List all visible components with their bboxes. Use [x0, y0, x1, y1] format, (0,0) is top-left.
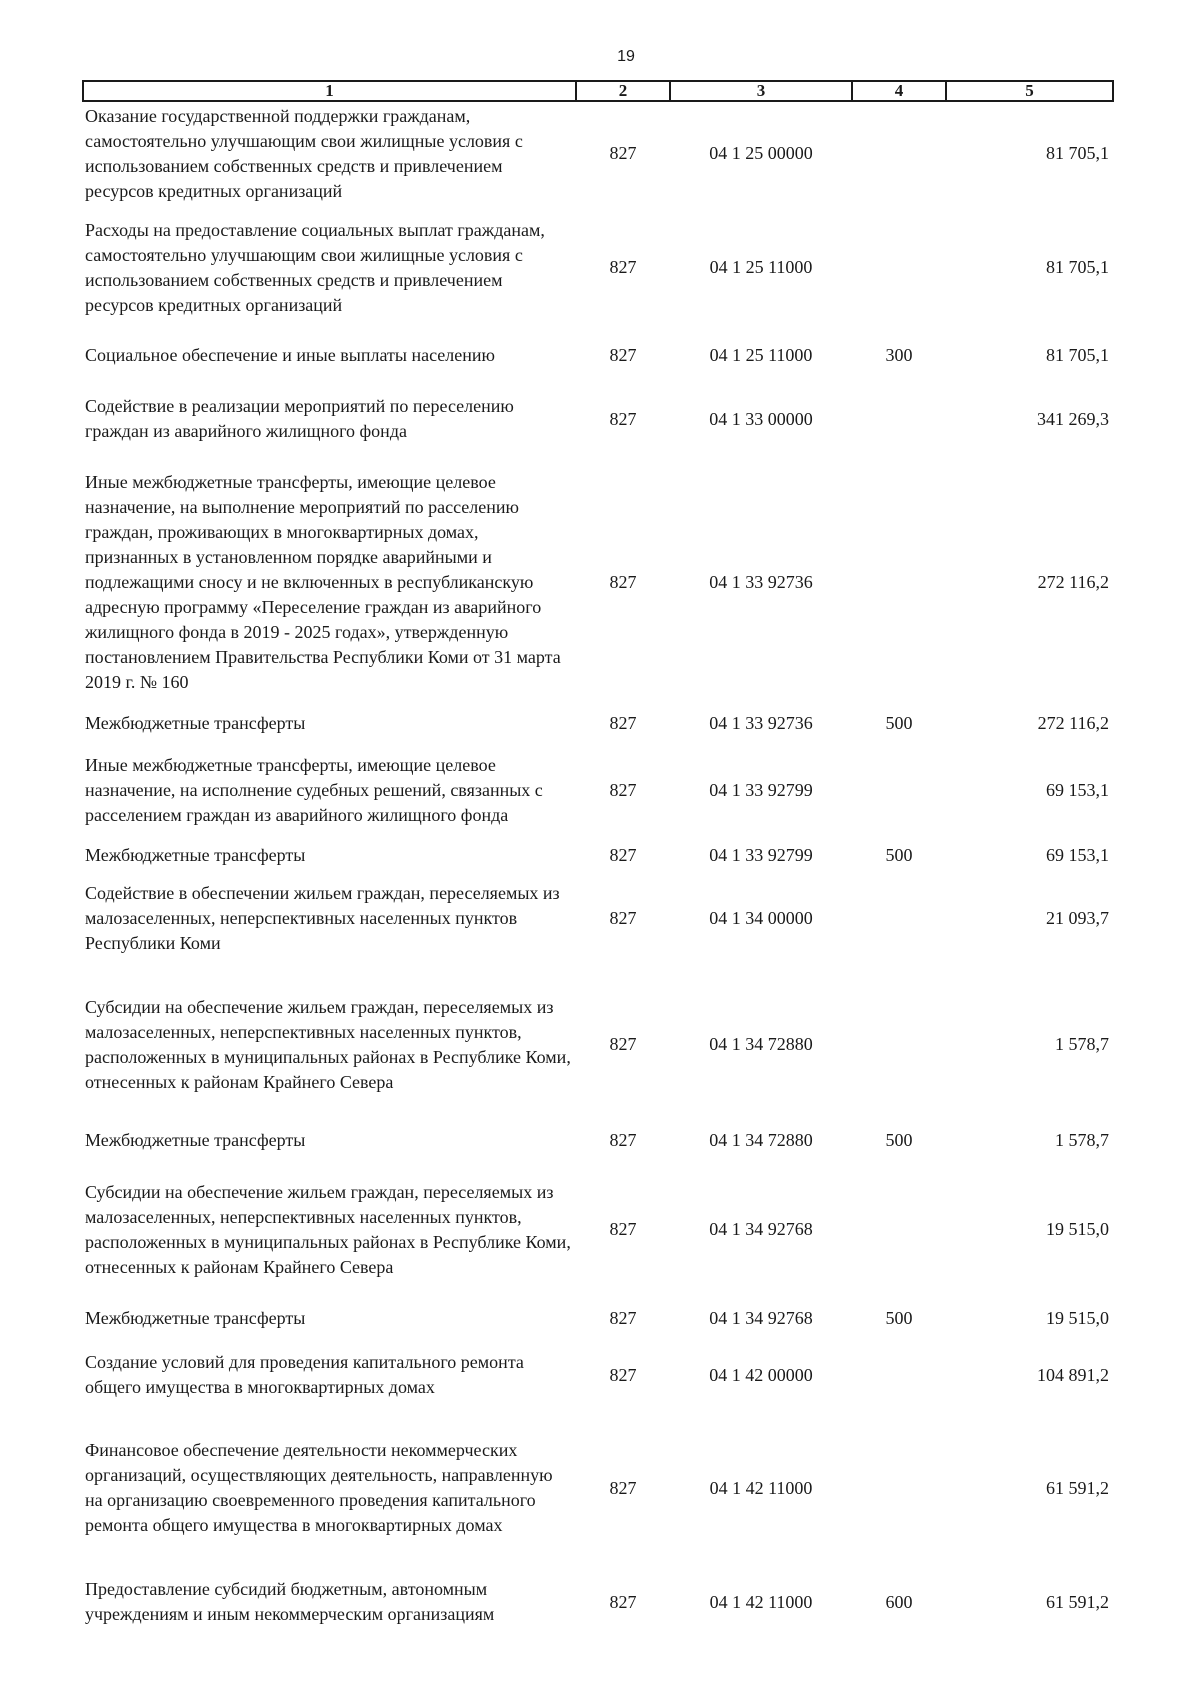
row-type — [852, 967, 946, 1122]
row-ministry: 827 — [609, 780, 637, 800]
row-code: 04 1 25 11000 — [709, 257, 813, 277]
table-row — [83, 869, 1113, 967]
row-type: 500 — [885, 1130, 913, 1150]
row-code: 04 1 25 00000 — [709, 143, 813, 163]
row-name: Межбюджетные трансферты — [85, 1308, 306, 1328]
row-name: Субсидии на обеспечение жильем граждан, переселяемых из малозаселенных, неперспективных населенных пунктов, расположенных в муниципальных районах в Республике Коми, отнесенных к районам Крайнего Севера — [85, 1181, 571, 1277]
row-type — [852, 740, 946, 841]
row-amount: 81 705,1 — [1046, 344, 1109, 365]
row-amount: 69 153,1 — [1046, 844, 1109, 865]
table-row — [83, 841, 1113, 869]
row-type — [852, 869, 946, 967]
row-name: Межбюджетные трансферты — [85, 844, 306, 865]
table-row — [83, 1300, 1113, 1337]
row-code: 04 1 33 92799 — [709, 780, 813, 800]
row-amount: 272 116,2 — [1037, 571, 1109, 592]
row-ministry: 827 — [609, 1130, 637, 1150]
row-name: Межбюджетные трансферты — [85, 712, 306, 733]
header-col-2: 2 — [576, 81, 670, 101]
table-row — [83, 967, 1113, 1122]
table-row — [83, 706, 1113, 740]
row-ministry: 827 — [609, 1477, 637, 1498]
row-code: 04 1 34 72880 — [709, 1034, 813, 1054]
row-name: Иные межбюджетные трансферты, имеющие целевое назначение, на исполнение судебных решений, связанных с расселением граждан из аварийного жилищного фонда — [85, 755, 543, 825]
row-type — [852, 1413, 946, 1563]
row-type: 500 — [885, 1308, 913, 1328]
row-name: Создание условий для проведения капитального ремонта общего имущества в многоквартирных домах — [85, 1352, 524, 1397]
row-code: 04 1 34 92768 — [709, 1219, 813, 1239]
table-row — [83, 1337, 1113, 1413]
header-row — [83, 81, 1113, 101]
row-amount: 61 591,2 — [1046, 1477, 1109, 1498]
row-code: 04 1 42 00000 — [709, 1364, 813, 1385]
budget-table — [82, 80, 1114, 1641]
row-amount: 272 116,2 — [1037, 712, 1109, 733]
row-name: Субсидии на обеспечение жильем граждан, переселяемых из малозаселенных, неперспективных населенных пунктов, расположенных в муниципальных районах в Республике Коми, отнесенных к районам Крайнего Севера — [85, 996, 571, 1092]
row-ministry: 827 — [609, 844, 637, 865]
row-name: Оказание государственной поддержки гражданам, самостоятельно улучшающим свои жилищные условия с использованием собственных средств и привлечением ресурсов кредитных организаций — [85, 105, 523, 201]
row-ministry: 827 — [609, 257, 637, 277]
row-amount: 1 578,7 — [1055, 1130, 1109, 1150]
row-ministry: 827 — [609, 344, 637, 365]
table-row — [83, 101, 1113, 205]
row-code: 04 1 34 72880 — [709, 1130, 813, 1150]
row-code: 04 1 42 11000 — [709, 1591, 813, 1612]
table-row — [83, 458, 1113, 706]
table-row — [83, 1563, 1113, 1641]
row-type: 600 — [885, 1591, 913, 1612]
row-ministry: 827 — [609, 712, 637, 733]
row-type: 500 — [885, 712, 913, 733]
row-name: Содействие в обеспечении жильем граждан, переселяемых из малозаселенных, неперспективных населенных пунктов Республики Коми — [85, 882, 560, 953]
row-name: Межбюджетные трансферты — [85, 1130, 306, 1150]
row-name: Предоставление субсидий бюджетным, автономным учреждениям и иным некоммерческим организациям — [85, 1579, 495, 1624]
row-code: 04 1 33 92736 — [709, 712, 813, 733]
row-type: 500 — [885, 844, 913, 865]
row-code: 04 1 34 92768 — [709, 1308, 813, 1328]
row-ministry: 827 — [609, 907, 637, 928]
row-amount: 69 153,1 — [1046, 780, 1109, 800]
page-number: 19 — [617, 48, 635, 65]
row-amount: 81 705,1 — [1046, 143, 1109, 163]
row-type — [852, 458, 946, 706]
table-body — [83, 101, 1113, 1641]
row-amount: 21 093,7 — [1046, 907, 1109, 928]
header-col-5: 5 — [946, 81, 1113, 101]
table-header — [83, 81, 1113, 101]
row-code: 04 1 33 92736 — [709, 571, 813, 592]
table-row — [83, 205, 1113, 330]
row-amount: 61 591,2 — [1046, 1591, 1109, 1612]
row-type: 300 — [885, 344, 913, 365]
table-row — [83, 1159, 1113, 1300]
row-amount: 341 269,3 — [1037, 408, 1109, 429]
row-code: 04 1 25 11000 — [709, 344, 813, 365]
row-name: Социальное обеспечение и иные выплаты населению — [85, 344, 495, 365]
row-type — [852, 380, 946, 458]
row-amount: 104 891,2 — [1037, 1364, 1109, 1385]
row-ministry: 827 — [609, 1219, 637, 1239]
row-amount: 1 578,7 — [1055, 1034, 1109, 1054]
row-ministry: 827 — [609, 1364, 637, 1385]
table-row — [83, 1413, 1113, 1563]
row-ministry: 827 — [609, 1034, 637, 1054]
row-code: 04 1 33 92799 — [709, 844, 813, 865]
table-row — [83, 380, 1113, 458]
row-code: 04 1 34 00000 — [709, 907, 813, 928]
row-amount: 81 705,1 — [1046, 257, 1109, 277]
row-name: Расходы на предоставление социальных выплат гражданам, самостоятельно улучшающим свои жилищные условия с использованием собственных средств и привлечением ресурсов кредитных организаций — [85, 219, 545, 315]
row-type — [852, 1159, 946, 1300]
row-name: Финансовое обеспечение деятельности некоммерческих организаций, осуществляющих деятельность, направленную на организацию своевременного проведения капитального ремонта общего имущества в многоквартирных домах — [85, 1440, 553, 1535]
row-ministry: 827 — [609, 1308, 637, 1328]
row-code: 04 1 33 00000 — [709, 408, 813, 429]
table-row — [83, 330, 1113, 380]
row-ministry: 827 — [609, 1591, 637, 1612]
row-code: 04 1 42 11000 — [709, 1477, 813, 1498]
header-col-1: 1 — [83, 81, 576, 101]
table-row — [83, 1122, 1113, 1159]
row-type — [852, 1337, 946, 1413]
row-amount: 19 515,0 — [1046, 1219, 1109, 1239]
row-name: Содействие в реализации мероприятий по переселению граждан из аварийного жилищного фонда — [85, 396, 514, 441]
row-type — [852, 101, 946, 205]
row-ministry: 827 — [609, 571, 637, 592]
table-row — [83, 740, 1113, 841]
row-ministry: 827 — [609, 408, 637, 429]
row-name: Иные межбюджетные трансферты, имеющие целевое назначение, на выполнение мероприятий по расселению граждан, проживающих в многоквартирных домах, признанных в установленном порядке аварийными и подлежащими сносу и не включенных в республиканскую адресную программу «Переселение граждан из аварийного жилищного фонда в 2019 - 2025 годах», утвержденную постановлением Правительства Республики Коми от 31 марта 2019 г. № 160 — [85, 471, 561, 692]
header-col-3: 3 — [670, 81, 852, 101]
row-ministry: 827 — [609, 143, 637, 163]
row-amount: 19 515,0 — [1046, 1308, 1109, 1328]
header-col-4: 4 — [852, 81, 946, 101]
row-type — [852, 205, 946, 330]
